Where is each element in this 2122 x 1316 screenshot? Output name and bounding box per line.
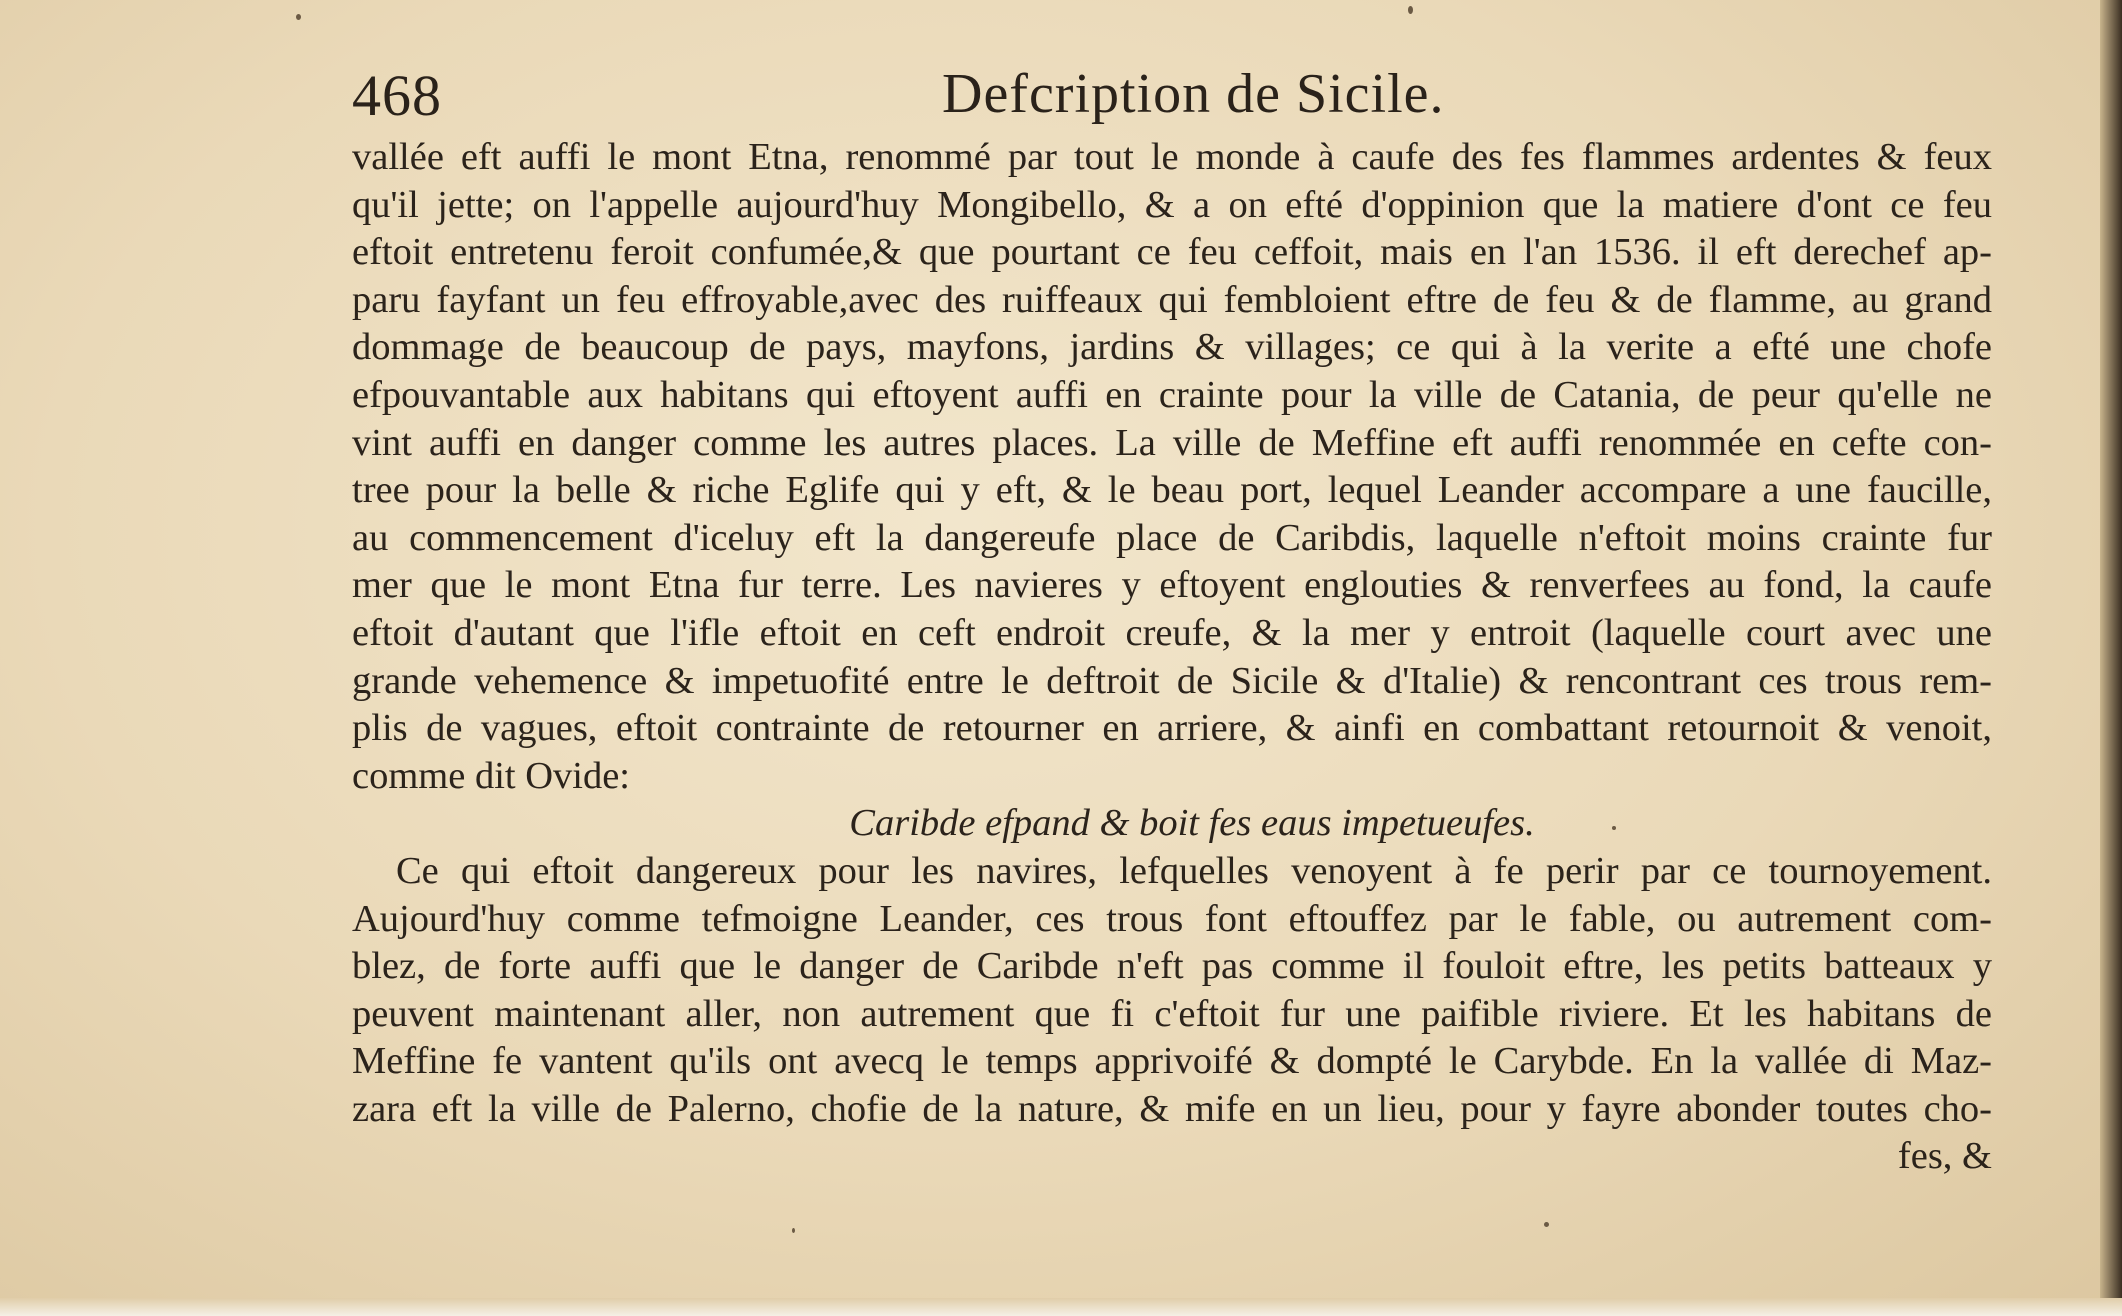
body-text: [352, 134, 1992, 1181]
text-line: comme dit Ovide:: [352, 754, 630, 797]
catchword: fes, &: [1897, 1135, 1992, 1178]
page-right-edge: [2100, 0, 2122, 1316]
page-bottom-edge: [0, 1298, 2122, 1316]
text-line: vallée eft auffi le mont Etna, renommé par tout le monde à caufe des fes flammes ardentes & feux: [352, 136, 1992, 178]
text-line: au commencement d'iceluy eft la dangereufe place de Caribdis, laquelle n'eftoit moins crainte fur: [352, 516, 1992, 559]
text-line: zara eft la ville de Palerno, chofie de la nature, & mife en un lieu, pour y fayre abonder toutes cho-: [352, 1087, 1992, 1130]
paper-speck: [1408, 6, 1413, 14]
text-line: paru fayfant un feu effroyable,avec des ruiffeaux qui fembloient eftre de feu & de flamme, au grand: [352, 278, 1992, 321]
running-title: Defcription de Sicile.: [942, 63, 1445, 125]
text-line: grande vehemence & impetuofité entre le deftroit de Sicile & d'Italie) & rencontrant ces trous rem-: [352, 659, 1992, 702]
running-header: [352, 62, 1992, 126]
text-line: Ce qui eftoit dangereux pour les navires, lefquelles venoyent à fe perir par ce tournoyement.: [396, 849, 1992, 892]
text-line: plis de vagues, eftoit contrainte de retourner en arriere, & ainfi en combattant retournoit & venoit,: [352, 707, 1992, 750]
text-line: dommage de beaucoup de pays, mayfons, jardins & villages; ce qui à la verite a efté une chofe: [352, 326, 1992, 369]
text-line: Aujourd'huy comme tefmoigne Leander, ces trous font eftouffez par le fable, ou autrement com-: [352, 897, 1992, 940]
text-line: mer que le mont Etna fur terre. Les navieres y eftoyent englouties & renverfees au fond, la caufe: [352, 564, 1992, 607]
text-line: eftoit entretenu feroit confumée,& que pourtant ce feu ceffoit, mais en l'an 1536. il eft derechef ap-: [352, 231, 1992, 274]
verse-quotation: Caribde efpand & boit fes eaus impetueufes.: [849, 802, 1535, 845]
text-line: vint auffi en danger comme les autres places. La ville de Meffine eft auffi renommée en cefte con-: [352, 421, 1992, 464]
text-line: blez, de forte auffi que le danger de Caribde n'eft pas comme il fouloit eftre, les petits batteaux y: [352, 945, 1992, 988]
paper-speck: [792, 1228, 795, 1233]
text-line: Meffine fe vantent qu'ils ont avecq le temps apprivoifé & dompté le Carybde. En la vallée di Maz-: [352, 1040, 1992, 1083]
text-line: qu'il jette; on l'appelle aujourd'huy Mongibello, & a on efté d'oppinion que la matiere d'ont ce feu: [352, 183, 1992, 226]
text-line: eftoit d'autant que l'ifle eftoit en ceft endroit creufe, & la mer y entroit (laquelle court avec une: [352, 611, 1992, 654]
text-line: peuvent maintenant aller, non autrement que fi c'eftoit fur une paifible riviere. Et les habitans de: [352, 992, 1992, 1035]
page-number: 468: [352, 63, 442, 128]
paper-speck: [1612, 826, 1616, 830]
paper-speck: [296, 14, 301, 20]
paper-speck: [1544, 1222, 1549, 1227]
text-line: tree pour la belle & riche Eglife qui y eft, & le beau port, lequel Leander accompare a une faucille,: [352, 469, 1992, 512]
text-line: efpouvantable aux habitans qui eftoyent auffi en crainte pour la ville de Catania, de peur qu'elle ne: [352, 373, 1992, 416]
